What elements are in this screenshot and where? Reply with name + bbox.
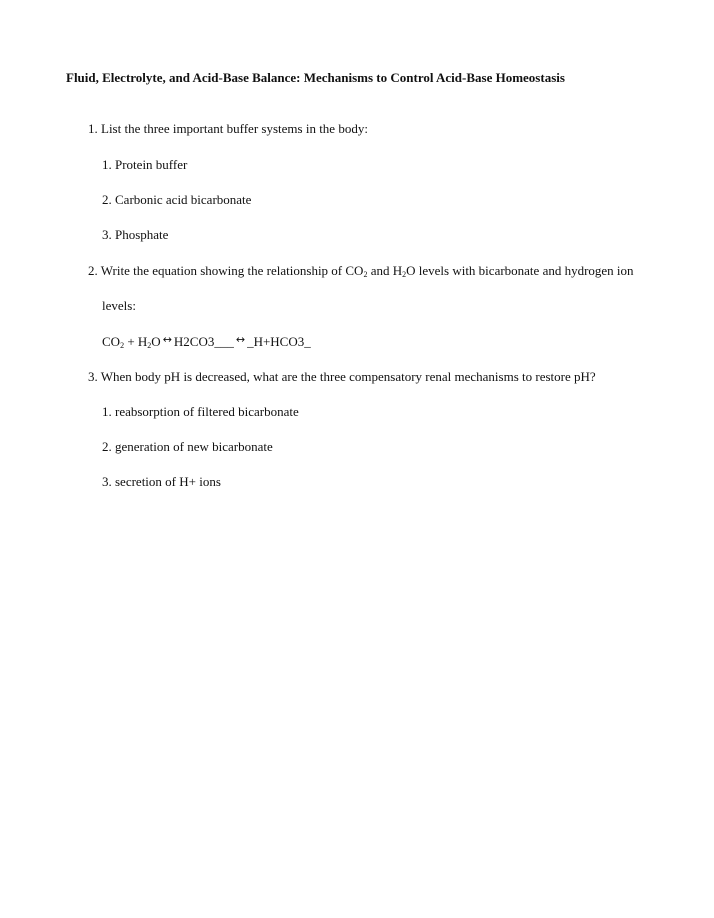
q2-sub-1: 2 [363,270,368,279]
equation-plus-h: + H [124,334,148,349]
equation-co: CO [102,334,121,349]
document-title: Fluid, Electrolyte, and Acid-Base Balance: Mechanisms to Control Acid-Base Homeostasis [66,70,565,85]
q2-text-part1: 2. Write the equation showing the relationship of CO [88,263,364,278]
equation-co-sub: 2 [120,341,125,350]
q2-text-part3: O levels with bicarbonate and hydrogen ion [406,263,634,278]
question-2 [88,263,634,279]
equation-products: _H+HCO3_ [247,334,311,349]
q1-answer-1: 1. Protein buffer [102,157,188,172]
equation-carbonic-acid: H2CO3___ [173,334,234,349]
q3-answer-1: 1. reabsorption of filtered bicarbonate [102,404,299,419]
q2-sub-2: 2 [402,270,407,279]
question-2-continuation: levels: [102,298,136,313]
question-3: 3. When body pH is decreased, what are the three compensatory renal mechanisms to restore pH? [88,369,596,384]
q3-answer-3: 3. secretion of H+ ions [102,474,221,489]
q2-text-part2: and H [367,263,403,278]
equation-o: O [151,334,161,349]
q2-equation [102,334,311,351]
question-1: 1. List the three important buffer systems in the body: [88,121,368,136]
double-arrow-icon: ↔ [235,333,246,346]
q1-answer-2: 2. Carbonic acid bicarbonate [102,192,252,207]
q1-answer-3: 3. Phosphate [102,227,169,242]
double-arrow-icon: ↔ [162,333,172,346]
equation-h-sub: 2 [147,341,152,350]
q3-answer-2: 2. generation of new bicarbonate [102,439,273,454]
